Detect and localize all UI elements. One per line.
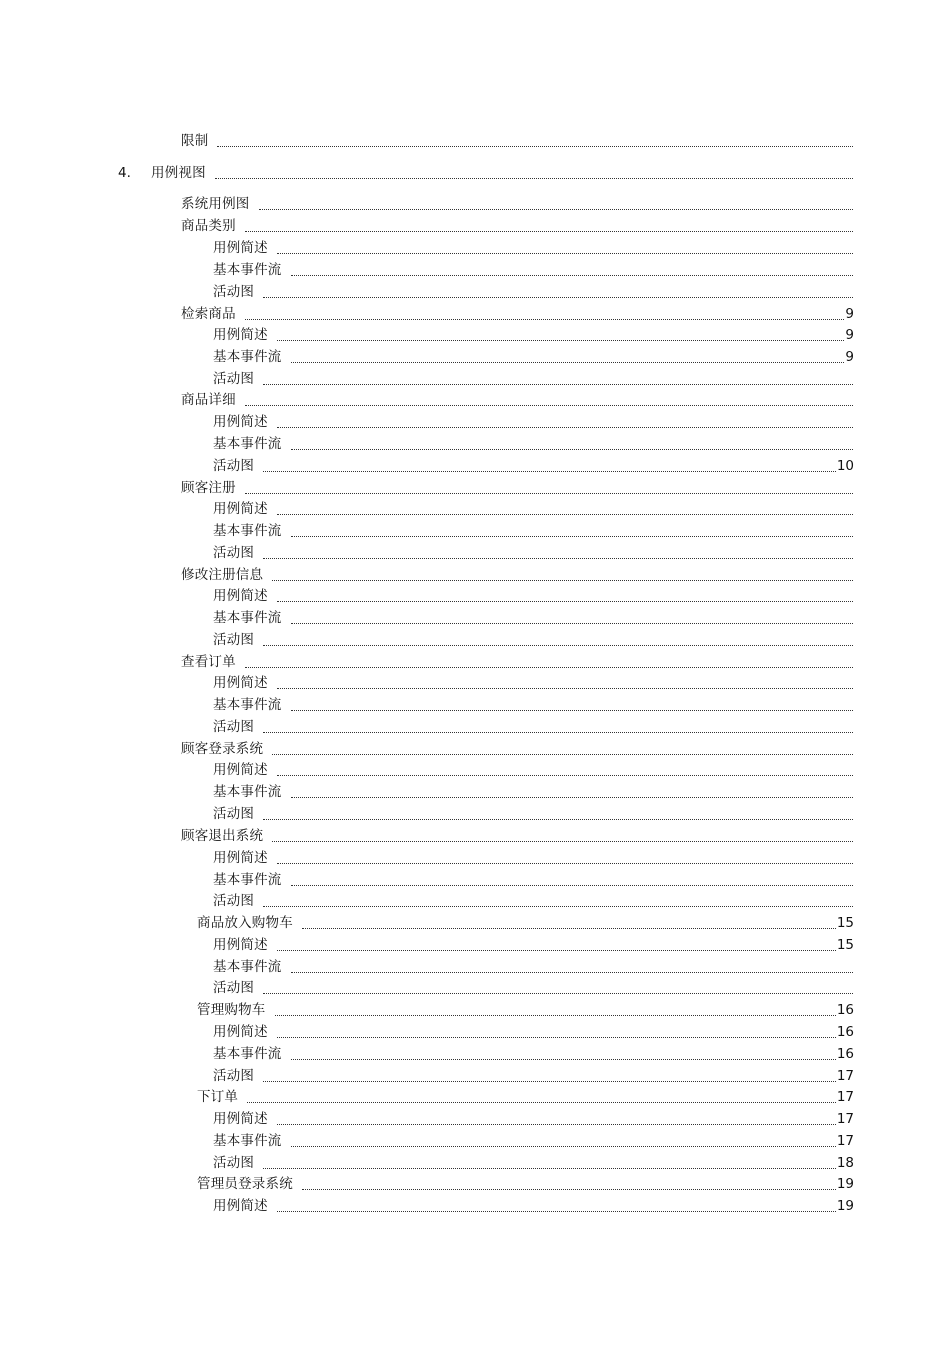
toc-entry[interactable] [213,282,854,302]
toc-entry[interactable] [213,870,854,890]
toc-entry-page-number: 19 [836,1198,854,1214]
toc-entry[interactable] [213,1022,854,1042]
toc-dot-leader [291,1146,836,1147]
toc-dot-leader [245,493,853,494]
toc-entry[interactable] [213,369,854,389]
toc-entry[interactable] [213,1153,854,1173]
toc-entry-label: 活动图 [213,545,255,561]
toc-entry[interactable] [181,652,854,672]
toc-entry[interactable] [213,325,854,345]
toc-entry-label: 用例简述 [213,762,268,778]
toc-entry[interactable] [213,1131,854,1151]
toc-entry-label: 用例简述 [213,327,268,343]
toc-dot-leader [277,688,853,689]
toc-dot-leader [217,146,853,147]
toc-entry-label: 用例简述 [213,501,268,517]
toc-entry-label: 限制 [181,133,209,149]
toc-entry-page-number: 17 [836,1111,854,1127]
toc-entry-label: 管理购物车 [197,1002,266,1018]
toc-dot-leader [277,601,853,602]
toc-dot-leader [263,732,853,733]
toc-entry-page-number: 9 [845,306,854,322]
toc-entry-label: 基本事件流 [213,784,282,800]
toc-entry[interactable] [118,163,854,183]
toc-dot-leader [291,972,854,973]
toc-entry-number: 4. [118,165,131,181]
toc-dot-leader [277,863,853,864]
toc-dot-leader [263,558,853,559]
toc-entry-label: 查看订单 [181,654,236,670]
toc-entry[interactable] [213,543,854,563]
toc-entry-label: 用例简述 [213,937,268,953]
toc-entry[interactable] [213,412,854,432]
toc-dot-leader [263,1081,836,1082]
toc-entry-label: 基本事件流 [213,610,282,626]
toc-dot-leader [259,209,854,210]
toc-entry[interactable] [213,238,854,258]
toc-entry[interactable] [181,390,854,410]
toc-entry-label: 顾客登录系统 [181,741,264,757]
toc-dot-leader [291,885,854,886]
toc-entry-page-number: 19 [836,1176,854,1192]
toc-entry-label: 活动图 [213,371,255,387]
toc-entry-label: 用例简述 [213,850,268,866]
toc-entry[interactable] [213,782,854,802]
toc-dot-leader [277,514,853,515]
toc-dot-leader [263,819,853,820]
toc-dot-leader [291,275,854,276]
toc-entry[interactable] [213,1196,854,1216]
toc-entry-label: 活动图 [213,1068,255,1084]
toc-dot-leader [215,178,853,179]
toc-entry-page-number: 9 [845,349,854,365]
toc-entry[interactable] [213,1109,854,1129]
toc-entry[interactable] [197,1174,854,1194]
toc-entry[interactable] [181,826,854,846]
toc-dot-leader [277,775,853,776]
toc-entry-page-number: 16 [836,1002,854,1018]
toc-dot-leader [277,253,853,254]
toc-entry-label: 用例简述 [213,1111,268,1127]
toc-entry-label: 用例简述 [213,240,268,256]
toc-entry[interactable] [213,804,854,824]
toc-dot-leader [263,297,853,298]
toc-entry[interactable] [197,1000,854,1020]
toc-entry-label: 活动图 [213,719,255,735]
toc-entry-page-number: 15 [836,937,854,953]
toc-entry[interactable] [213,608,854,628]
toc-entry-page-number: 17 [836,1133,854,1149]
toc-entry-page-number: 9 [845,327,854,343]
toc-dot-leader [275,1015,836,1016]
toc-dot-leader [263,471,836,472]
toc-entry[interactable] [213,891,854,911]
toc-dot-leader [291,1059,836,1060]
toc-entry[interactable] [181,739,854,759]
toc-entry[interactable] [181,478,854,498]
toc-entry[interactable] [181,194,854,214]
toc-entry-label: 基本事件流 [213,697,282,713]
toc-dot-leader [291,449,854,450]
toc-entry-label: 用例简述 [213,1198,268,1214]
toc-entry[interactable] [181,131,854,151]
toc-entry-page-number: 18 [836,1155,854,1171]
toc-entry[interactable] [213,760,854,780]
toc-entry[interactable] [213,347,854,367]
toc-entry[interactable] [197,913,854,933]
toc-entry-label: 用例简述 [213,1024,268,1040]
toc-dot-leader [263,1168,836,1169]
toc-dot-leader [245,231,853,232]
toc-entry-label: 基本事件流 [213,436,282,452]
toc-dot-leader [277,340,845,341]
toc-entry[interactable] [213,260,854,280]
toc-entry[interactable] [213,717,854,737]
toc-dot-leader [291,797,854,798]
toc-entry[interactable] [181,304,854,324]
toc-entry-page-number: 17 [836,1068,854,1084]
toc-dot-leader [277,1037,836,1038]
toc-entry[interactable] [213,521,854,541]
toc-entry[interactable] [213,957,854,977]
toc-entry-page-number: 16 [836,1046,854,1062]
toc-entry-label: 顾客退出系统 [181,828,264,844]
toc-dot-leader [247,1102,836,1103]
toc-dot-leader [277,950,836,951]
toc-entry-label: 基本事件流 [213,872,282,888]
toc-entry-label: 顾客注册 [181,480,236,496]
toc-entry-label: 活动图 [213,980,255,996]
toc-dot-leader [302,1189,836,1190]
toc-entry-label: 基本事件流 [213,1046,282,1062]
toc-dot-leader [263,384,853,385]
toc-entry-label: 商品详细 [181,392,236,408]
toc-dot-leader [245,667,853,668]
toc-dot-leader [277,1124,836,1125]
toc-entry[interactable] [181,565,854,585]
toc-entry-label: 系统用例图 [181,196,250,212]
toc-entry[interactable] [213,499,854,519]
toc-entry-label: 修改注册信息 [181,567,264,583]
toc-entry-page-number: 15 [836,915,854,931]
toc-entry-page-number: 16 [836,1024,854,1040]
toc-entry-label: 下订单 [197,1089,239,1105]
toc-entry-label: 商品类别 [181,218,236,234]
toc-entry[interactable] [213,1044,854,1064]
toc-entry[interactable] [213,456,854,476]
toc-entry[interactable] [213,434,854,454]
toc-dot-leader [291,536,854,537]
toc-entry[interactable] [213,673,854,693]
toc-dot-leader [245,319,845,320]
toc-entry-label: 基本事件流 [213,349,282,365]
toc-entry-label: 活动图 [213,806,255,822]
toc-entry[interactable] [213,848,854,868]
toc-dot-leader [263,906,853,907]
toc-entry-label: 基本事件流 [213,523,282,539]
toc-entry-label: 活动图 [213,893,255,909]
toc-entry-label: 管理员登录系统 [197,1176,293,1192]
toc-entry-label: 商品放入购物车 [197,915,293,931]
toc-entry-page-number: 17 [836,1089,854,1105]
toc-entry[interactable] [213,1066,854,1086]
toc-entry-label: 活动图 [213,1155,255,1171]
toc-dot-leader [277,1211,836,1212]
toc-dot-leader [291,623,854,624]
toc-dot-leader [272,580,853,581]
toc-entry[interactable] [213,630,854,650]
toc-dot-leader [277,427,853,428]
toc-dot-leader [291,710,854,711]
toc-entry-label: 基本事件流 [213,1133,282,1149]
toc-dot-leader [302,928,836,929]
toc-entry-label: 用例简述 [213,414,268,430]
toc-entry[interactable] [213,935,854,955]
toc-entry-label: 检索商品 [181,306,236,322]
toc-entry-label: 用例视图 [151,165,206,181]
toc-entry-label: 基本事件流 [213,959,282,975]
toc-entry-page-number: 10 [836,458,854,474]
toc-dot-leader [263,993,853,994]
toc-entry-label: 活动图 [213,458,255,474]
toc-entry-label: 用例简述 [213,675,268,691]
toc-dot-leader [291,362,845,363]
toc-entry[interactable] [213,695,854,715]
toc-entry[interactable] [181,216,854,236]
toc-dot-leader [245,405,853,406]
toc-dot-leader [272,841,853,842]
toc-entry-label: 活动图 [213,284,255,300]
toc-entry[interactable] [197,1087,854,1107]
toc-dot-leader [263,645,853,646]
toc-entry-label: 用例简述 [213,588,268,604]
toc-entry-label: 活动图 [213,632,255,648]
toc-entry[interactable] [213,586,854,606]
toc-entry-label: 基本事件流 [213,262,282,278]
toc-dot-leader [272,754,853,755]
toc-entry[interactable] [213,978,854,998]
